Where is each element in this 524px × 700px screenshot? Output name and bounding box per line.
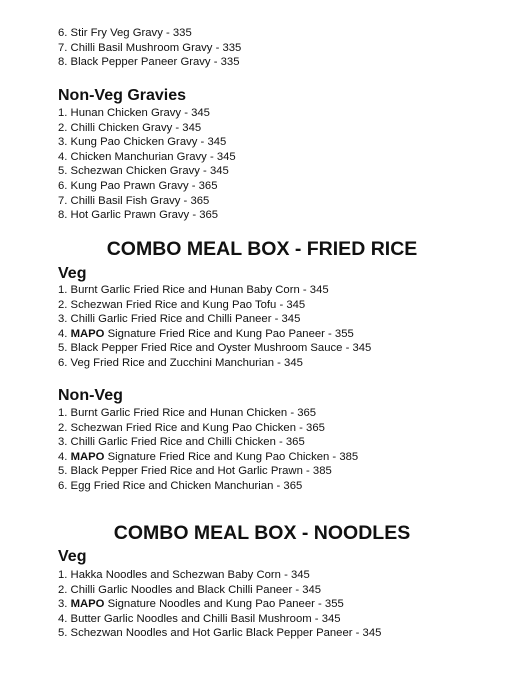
menu-item: 1. Hunan Chicken Gravy - 345 bbox=[58, 107, 210, 119]
fried-rice-veg-list bbox=[58, 283, 498, 371]
menu-item: 5. Schezwan Noodles and Hot Garlic Black Pepper Paneer - 345 bbox=[58, 627, 382, 640]
menu-item: 6. Kung Pao Prawn Gravy - 365 bbox=[58, 179, 218, 192]
menu-item bbox=[58, 450, 498, 465]
menu-item-text: Signature Noodles and Kung Pao Paneer - 355 bbox=[104, 598, 344, 611]
menu-item: 3. Kung Pao Chicken Gravy - 345 bbox=[58, 136, 227, 149]
menu-item bbox=[58, 327, 498, 342]
menu-item: 1. Burnt Garlic Fried Rice and Hunan Chicken - 365 bbox=[58, 407, 317, 419]
combo-noodles-title: COMBO MEAL BOX - NOODLES bbox=[113, 522, 411, 544]
menu-item-text: Signature Fried Rice and Kung Pao Chicken - 385 bbox=[104, 450, 359, 463]
menu-item: 6. Veg Fried Rice and Zucchini Manchurian - 345 bbox=[58, 356, 303, 369]
fried-rice-nonveg-list bbox=[58, 406, 498, 494]
brand-name: MAPO bbox=[70, 327, 105, 340]
menu-item: 2. Chilli Chicken Gravy - 345 bbox=[58, 121, 202, 134]
veg-gravies-tail-list bbox=[58, 26, 498, 70]
menu-item-text: 4. bbox=[58, 450, 71, 463]
menu-item-text: Signature Fried Rice and Kung Pao Paneer - 355 bbox=[104, 327, 354, 340]
menu-item: 2. Chilli Garlic Noodles and Black Chilli Paneer - 345 bbox=[58, 583, 322, 596]
menu-item: 6. Egg Fried Rice and Chicken Manchurian - 365 bbox=[58, 479, 303, 492]
menu-item: 2. Schezwan Fried Rice and Kung Pao Chicken - 365 bbox=[58, 421, 325, 434]
brand-name: MAPO bbox=[70, 598, 105, 611]
menu-item: 3. Chilli Garlic Fried Rice and Chilli Paneer - 345 bbox=[58, 313, 301, 326]
menu-item: 8. Black Pepper Paneer Gravy - 335 bbox=[58, 56, 240, 69]
fried-rice-nonveg-heading: Non-Veg bbox=[58, 387, 123, 404]
menu-item-text: 3. bbox=[58, 598, 71, 611]
fried-rice-veg-heading: Veg bbox=[58, 265, 87, 282]
menu-item: 1. Burnt Garlic Fried Rice and Hunan Baby Corn - 345 bbox=[58, 284, 329, 296]
noodles-veg-list bbox=[58, 568, 498, 641]
combo-fried-rice-title: COMBO MEAL BOX - FRIED RICE bbox=[106, 238, 418, 260]
brand-name: MAPO bbox=[70, 450, 105, 463]
menu-item bbox=[58, 597, 498, 612]
noodles-veg-heading: Veg bbox=[58, 548, 87, 565]
nonveg-gravies-heading: Non-Veg Gravies bbox=[58, 87, 187, 104]
menu-item: 7. Chilli Basil Fish Gravy - 365 bbox=[58, 194, 210, 207]
menu-item: 5. Black Pepper Fried Rice and Hot Garlic Prawn - 385 bbox=[58, 465, 332, 478]
menu-item: 5. Schezwan Chicken Gravy - 345 bbox=[58, 165, 229, 178]
menu-item: 4. Chicken Manchurian Gravy - 345 bbox=[58, 150, 236, 163]
menu-item: 1. Hakka Noodles and Schezwan Baby Corn - 345 bbox=[58, 569, 310, 581]
nonveg-gravies-list bbox=[58, 106, 498, 223]
menu-item: 6. Stir Fry Veg Gravy - 335 bbox=[58, 27, 192, 39]
menu-item-text: 4. bbox=[58, 327, 71, 340]
menu-item: 4. Butter Garlic Noodles and Chilli Basil Mushroom - 345 bbox=[58, 612, 341, 625]
menu-item: 2. Schezwan Fried Rice and Kung Pao Tofu - 345 bbox=[58, 298, 306, 311]
menu-item: 8. Hot Garlic Prawn Gravy - 365 bbox=[58, 209, 219, 222]
menu-item: 3. Chilli Garlic Fried Rice and Chilli Chicken - 365 bbox=[58, 436, 305, 449]
menu-item: 7. Chilli Basil Mushroom Gravy - 335 bbox=[58, 41, 242, 54]
menu-item: 5. Black Pepper Fried Rice and Oyster Mushroom Sauce - 345 bbox=[58, 342, 372, 355]
